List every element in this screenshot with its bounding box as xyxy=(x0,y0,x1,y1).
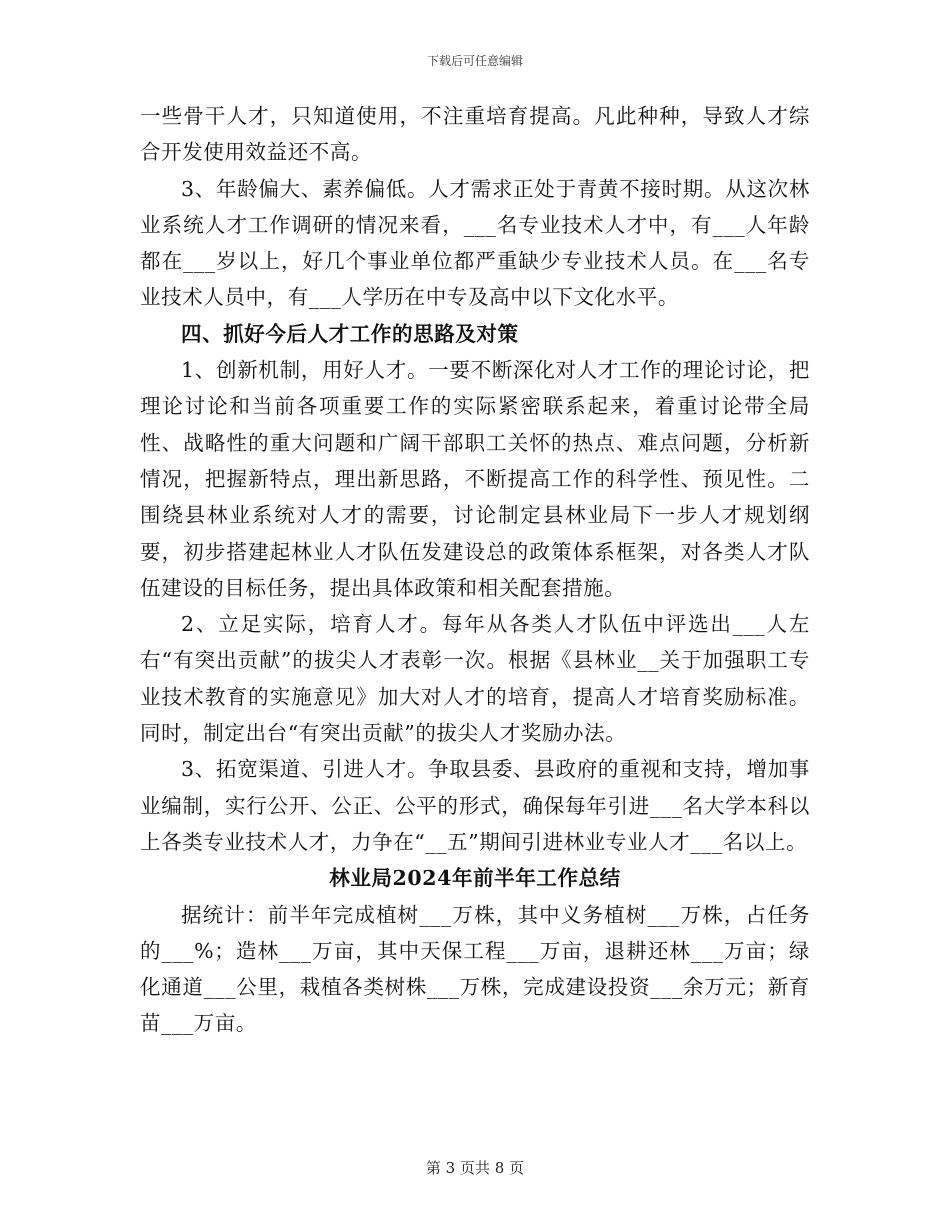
document-title-summary: 林业局2024年前半年工作总结 xyxy=(329,866,621,891)
document-body xyxy=(140,98,810,1042)
paragraph-introduce-talent: 3、拓宽渠道、引进人才。争取县委、县政府的重视和支持，增加事业编制，实行公开、公正、公平的形式，确保每年引进___名大学本科以上各类专业技术人才，力争在“__五”期间引进林业专业人才___名以上。 xyxy=(140,757,810,854)
paragraph-cultivate-talent: 2、立足实际，培育人才。每年从各类人才队伍中评选出___人左右“有突出贡献”的拔尖人才表彰一次。根据《县林业__关于加强职工专业技术教育的实施意见》加大对人才的培育，提高人才培育奖励标准。同时，制定出台“有突出贡献”的拔尖人才奖励办法。 xyxy=(140,612,810,746)
paragraph-age-quality: 3、年龄偏大、素养偏低。人才需求正处于青黄不接时期。从这次林业系统人才工作调研的情况来看，___名专业技术人才中，有___人年龄都在___岁以上，好几个事业单位都严重缺少专业技术人员。在___名专业技术人员中，有___人学历在中专及高中以下文化水平。 xyxy=(140,176,810,310)
section-heading-strategy: 四、抓好今后人才工作的思路及对策 xyxy=(181,321,519,346)
paragraph-continuation: 一些骨干人才，只知道使用，不注重培育提高。凡此种种，导致人才综合开发使用效益还不高。 xyxy=(140,104,810,165)
paragraph-statistics: 据统计：前半年完成植树___万株，其中义务植树___万株，占任务的___%；造林___万亩，其中天保工程___万亩，退耕还林___万亩；绿化通道___公里，栽植各类树株___万株，完成建设投资___余万元；新育苗___万亩。 xyxy=(140,902,810,1036)
paragraph-innovate-mechanism: 1、创新机制，用好人才。一要不断深化对人才工作的理论讨论，把理论讨论和当前各项重要工作的实际紧密联系起来，着重讨论带全局性、战略性的重大问题和广阔干部职工关怀的热点、难点问题，分析新情况，把握新特点，理出新思路，不断提高工作的科学性、预见性。二围绕县林业系统对人才的需要，讨论制定县林业局下一步人才规划纲要，初步搭建起林业人才队伍发建设总的政策体系框架，对各类人才队伍建设的目标任务，提出具体政策和相关配套措施。 xyxy=(140,358,810,600)
page-number-footer: 第 3 页共 8 页 xyxy=(425,1159,525,1177)
page-header: 下载后可任意编辑 xyxy=(426,54,523,68)
